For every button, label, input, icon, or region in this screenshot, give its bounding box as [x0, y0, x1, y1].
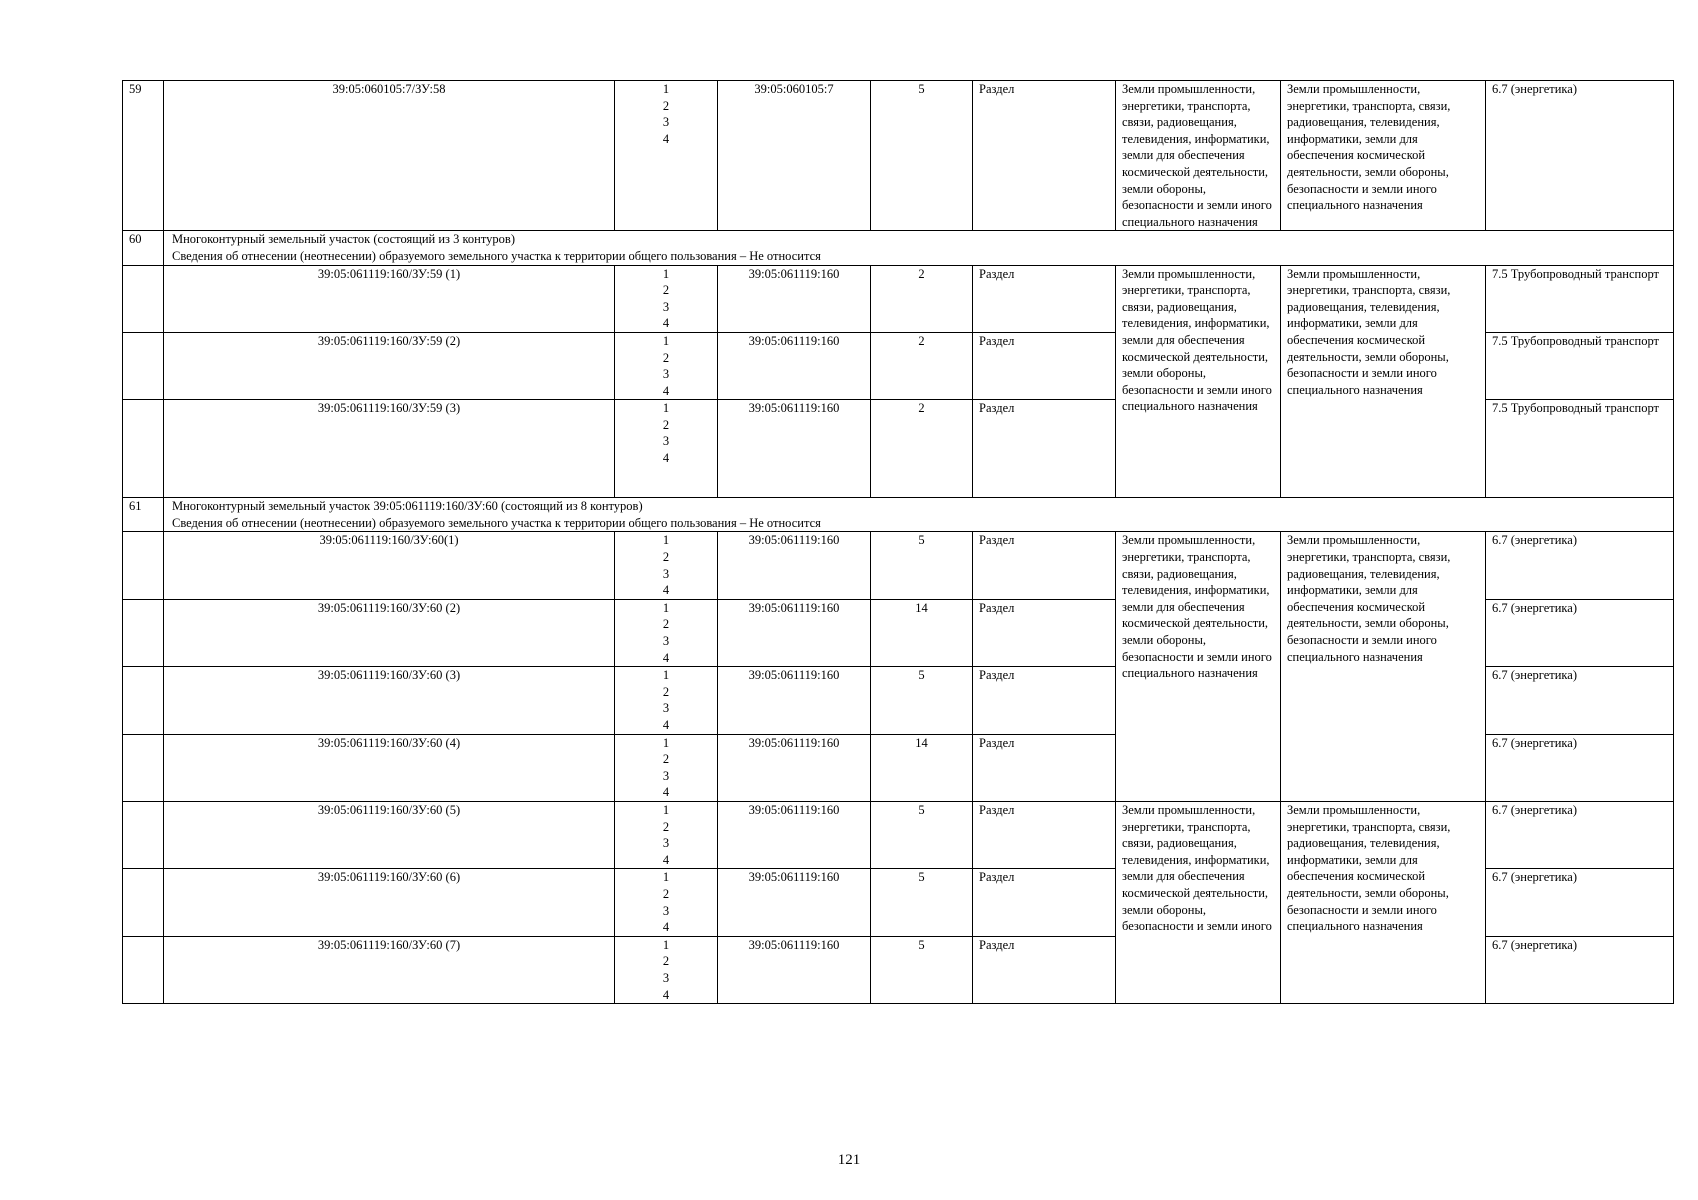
zone-number: 5 — [871, 532, 973, 599]
row-number: 60 — [123, 231, 164, 265]
plot-id: 39:05:061119:160/ЗУ:59 (2) — [164, 332, 615, 399]
sheet-list: 1 2 3 4 — [615, 801, 718, 868]
zone-number: 5 — [871, 81, 973, 231]
zone-number: 14 — [871, 734, 973, 801]
source-plot: 39:05:061119:160 — [718, 801, 871, 868]
plot-id: 39:05:061119:160/ЗУ:60 (3) — [164, 667, 615, 734]
row-number: 61 — [123, 498, 164, 532]
formation-method: Раздел — [973, 801, 1116, 868]
sheet-list: 1 2 3 4 — [615, 400, 718, 498]
group-header-61 — [123, 498, 1674, 532]
sheet-list: 1 2 3 4 — [615, 81, 718, 231]
sheet-list: 1 2 3 4 — [615, 734, 718, 801]
permitted-use: 6.7 (энергетика) — [1486, 81, 1674, 231]
permitted-use: 6.7 (энергетика) — [1486, 734, 1674, 801]
plot-id: 39:05:061119:160/ЗУ:60 (2) — [164, 599, 615, 666]
land-category-full: Земли промышленности, энергетики, транспорта, связи, радиовещания, телевидения, информатики, земли для обеспечения космической деятельности, земли обороны, безопасности и земли иного специального назначения — [1281, 265, 1486, 498]
source-plot: 39:05:061119:160 — [718, 667, 871, 734]
land-category-full: Земли промышленности, энергетики, транспорта, связи, радиовещания, телевидения, информатики, земли для обеспечения космической деятельности, земли обороны, безопасности и земли иного специального назначения — [1281, 801, 1486, 1003]
formation-method: Раздел — [973, 532, 1116, 599]
formation-method: Раздел — [973, 81, 1116, 231]
plot-id: 39:05:061119:160/ЗУ:60(1) — [164, 532, 615, 599]
source-plot: 39:05:061119:160 — [718, 400, 871, 498]
plot-id: 39:05:061119:160/ЗУ:60 (5) — [164, 801, 615, 868]
plot-id: 39:05:061119:160/ЗУ:60 (6) — [164, 869, 615, 936]
source-plot: 39:05:061119:160 — [718, 332, 871, 399]
land-category: Земли промышленности, энергетики, транспорта, связи, радиовещания, телевидения, информатики, земли для обеспечения космической деятельности, земли обороны, безопасности и земли иного специального назначения — [1116, 81, 1281, 231]
table-row — [123, 801, 1674, 868]
source-plot: 39:05:061119:160 — [718, 532, 871, 599]
zone-number: 2 — [871, 332, 973, 399]
permitted-use: 6.7 (энергетика) — [1486, 667, 1674, 734]
formation-method: Раздел — [973, 667, 1116, 734]
permitted-use: 6.7 (энергетика) — [1486, 532, 1674, 599]
permitted-use: 6.7 (энергетика) — [1486, 801, 1674, 868]
permitted-use: 6.7 (энергетика) — [1486, 599, 1674, 666]
group-header-60 — [123, 231, 1674, 265]
table-row-59 — [123, 81, 1674, 231]
sheet-list: 1 2 3 4 — [615, 667, 718, 734]
sheet-list: 1 2 3 4 — [615, 265, 718, 332]
land-category-full: Земли промышленности, энергетики, транспорта, связи, радиовещания, телевидения, информатики, земли для обеспечения космической деятельности, земли обороны, безопасности и земли иного специального назначения — [1281, 81, 1486, 231]
formation-method: Раздел — [973, 265, 1116, 332]
zone-number: 5 — [871, 936, 973, 1003]
permitted-use: 7.5 Трубопроводный транспорт — [1486, 332, 1674, 399]
group-description: Многоконтурный земельный участок 39:05:061119:160/ЗУ:60 (состоящий из 8 контуров) Сведения об отнесении (неотнесении) образуемого земельного участка к территории общего пользования – Не относится — [164, 498, 1674, 532]
formation-method: Раздел — [973, 599, 1116, 666]
permitted-use: 6.7 (энергетика) — [1486, 869, 1674, 936]
plot-id: 39:05:061119:160/ЗУ:60 (7) — [164, 936, 615, 1003]
source-plot: 39:05:061119:160 — [718, 734, 871, 801]
table-row — [123, 532, 1674, 599]
land-plot-table — [122, 80, 1674, 1004]
zone-number: 14 — [871, 599, 973, 666]
zone-number: 2 — [871, 265, 973, 332]
source-plot: 39:05:061119:160 — [718, 936, 871, 1003]
formation-method: Раздел — [973, 332, 1116, 399]
sheet-list: 1 2 3 4 — [615, 936, 718, 1003]
formation-method: Раздел — [973, 400, 1116, 498]
plot-id: 39:05:060105:7/ЗУ:58 — [164, 81, 615, 231]
formation-method: Раздел — [973, 734, 1116, 801]
source-plot: 39:05:061119:160 — [718, 265, 871, 332]
permitted-use: 7.5 Трубопроводный транспорт — [1486, 400, 1674, 498]
group-description: Многоконтурный земельный участок (состоящий из 3 контуров) Сведения об отнесении (неотнесении) образуемого земельного участка к территории общего пользования – Не относится — [164, 231, 1674, 265]
formation-method: Раздел — [973, 936, 1116, 1003]
permitted-use: 7.5 Трубопроводный транспорт — [1486, 265, 1674, 332]
zone-number: 2 — [871, 400, 973, 498]
source-plot: 39:05:061119:160 — [718, 869, 871, 936]
sheet-list: 1 2 3 4 — [615, 599, 718, 666]
plot-id: 39:05:061119:160/ЗУ:59 (3) — [164, 400, 615, 498]
zone-number: 5 — [871, 869, 973, 936]
sheet-list: 1 2 3 4 — [615, 332, 718, 399]
table-row — [123, 265, 1674, 332]
row-number: 59 — [123, 81, 164, 231]
zone-number: 5 — [871, 667, 973, 734]
permitted-use: 6.7 (энергетика) — [1486, 936, 1674, 1003]
land-category: Земли промышленности, энергетики, транспорта, связи, радиовещания, телевидения, информатики, земли для обеспечения космической деятельности, земли обороны, безопасности и земли иного специального назначения — [1116, 265, 1281, 498]
plot-id: 39:05:061119:160/ЗУ:59 (1) — [164, 265, 615, 332]
page-number: 121 — [837, 1152, 861, 1168]
sheet-list: 1 2 3 4 — [615, 869, 718, 936]
source-plot: 39:05:060105:7 — [718, 81, 871, 231]
land-category-full: Земли промышленности, энергетики, транспорта, связи, радиовещания, телевидения, информатики, земли для обеспечения космической деятельности, земли обороны, безопасности и земли иного специального назначения — [1281, 532, 1486, 802]
source-plot: 39:05:061119:160 — [718, 599, 871, 666]
zone-number: 5 — [871, 801, 973, 868]
formation-method: Раздел — [973, 869, 1116, 936]
land-category: Земли промышленности, энергетики, транспорта, связи, радиовещания, телевидения, информатики, земли для обеспечения космической деятельности, земли обороны, безопасности и земли иного специального назначения — [1116, 532, 1281, 802]
plot-id: 39:05:061119:160/ЗУ:60 (4) — [164, 734, 615, 801]
sheet-list: 1 2 3 4 — [615, 532, 718, 599]
land-category: Земли промышленности, энергетики, транспорта, связи, радиовещания, телевидения, информатики, земли для обеспечения космической деятельности, земли обороны, безопасности и земли иного — [1116, 801, 1281, 1003]
